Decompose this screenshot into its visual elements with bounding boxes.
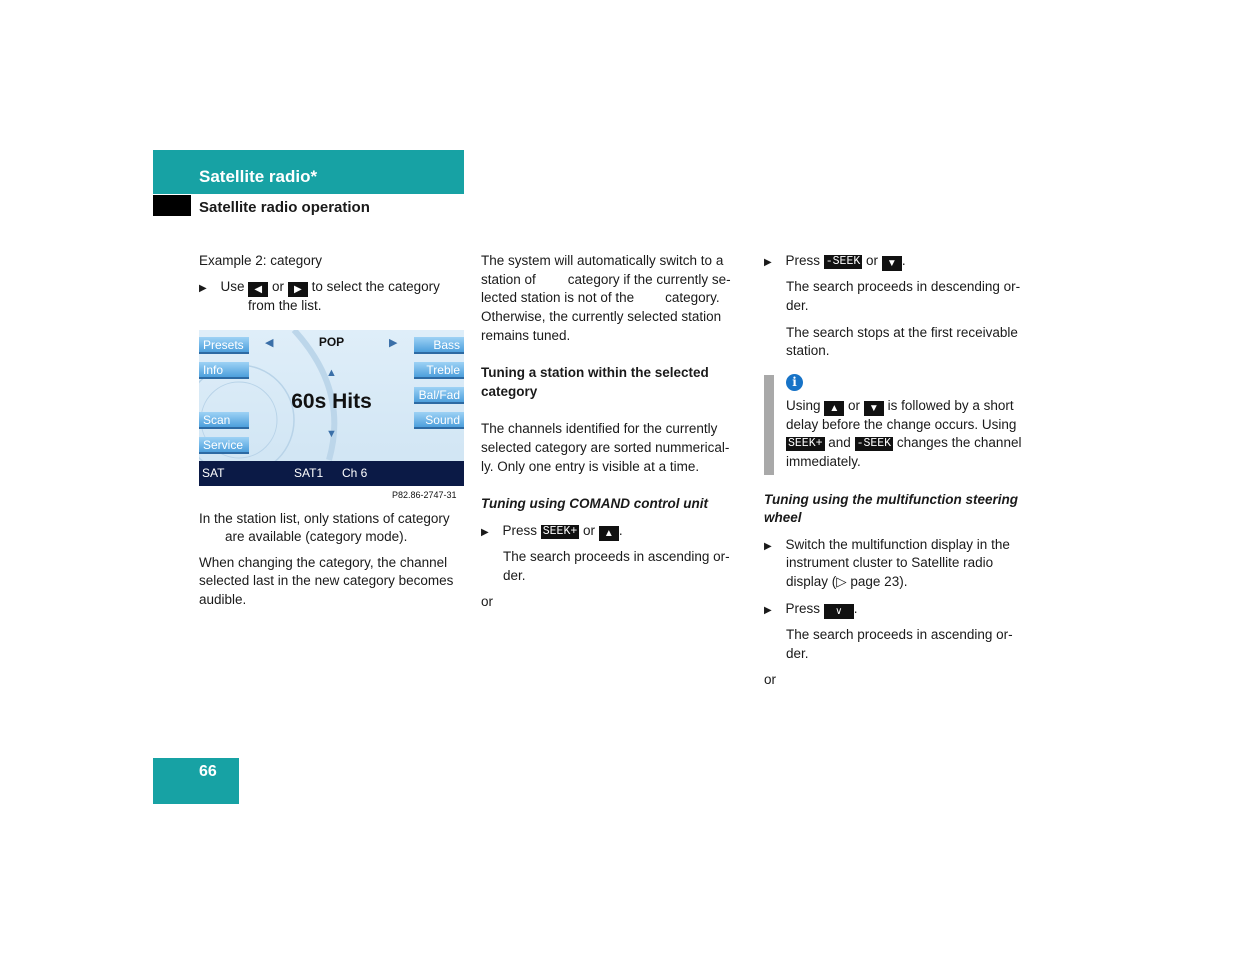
bullet-icon: ▶ [764,605,772,616]
bullet-press-seek-plus: ▶ Press SEEK+ or ▲ . [481,523,623,539]
heading-steering-wheel-1: Tuning using the multifunction steering [764,492,1018,507]
right-arrow-key-icon: ▶ [288,282,308,297]
auto-switch-text-3: lected station is not of the category. [481,290,720,305]
wheel-ascending-text-1: The search proceeds in ascending or- [786,627,1013,642]
ascending-text-1: The search proceeds in ascending or- [503,549,730,564]
change-category-text-1: When changing the category, the channel [199,555,448,570]
info-text-1: Using ▲ or ▼ is followed by a short [786,398,1014,414]
seek-minus-key-icon: -SEEK [856,437,892,450]
bass-button: Bass [414,337,464,354]
display-status-bar [199,461,464,486]
category-right-arrow-icon: ▶ [389,337,398,349]
category-left-arrow-icon: ◀ [265,337,274,349]
down-arrow-key-icon: ▼ [882,256,902,271]
heading-steering-wheel-2: wheel [764,510,802,525]
auto-switch-text-4: Otherwise, the currently selected station [481,309,722,324]
treble-button: Treble [414,362,464,379]
bullet-icon: ▶ [764,257,772,268]
bullet-press-seek-minus: ▶ Press -SEEK or ▼ . [764,253,906,269]
stops-text-1: The search stops at the first receivable [786,325,1018,340]
chapter-title: Satellite radio* [199,167,318,186]
descending-text-1: The search proceeds in descending or- [786,279,1021,294]
auto-switch-text-5: remains tuned. [481,328,571,343]
switch-display-text-2: instrument cluster to Satellite radio [786,555,994,570]
info-button: Info [199,362,249,379]
seek-plus-key-icon: SEEK+ [788,437,823,450]
auto-switch-text-2: station of category if the currently se- [481,272,731,287]
section-title: Satellite radio operation [199,199,370,216]
descending-text-2: der. [786,298,809,313]
seek-minus-key-icon: -SEEK [825,255,861,268]
status-channel: Ch 6 [342,466,368,480]
stops-text-2: station. [786,343,830,358]
heading-tuning-within-category-2: category [481,384,538,399]
info-text-3: SEEK+ and -SEEK changes the channel [788,435,1022,450]
change-category-text-3: audible. [199,592,247,607]
heading-comand-control: Tuning using COMAND control unit [481,496,708,511]
or-text: or [764,672,777,687]
station-down-arrow-icon: ▼ [326,428,337,440]
status-band: SAT1 [294,466,324,480]
station-list-text-1: In the station list, only stations of category [199,511,450,526]
example-title: Example 2: category [199,253,323,268]
bullet-select-category-cont: from the list. [248,298,322,313]
status-source: SAT [202,466,225,480]
steering-wheel-down-key-icon: ∨ [824,604,854,619]
radio-display-screenshot [199,330,464,486]
up-arrow-key-icon: ▲ [599,526,619,541]
service-button: Service [199,437,249,454]
station-up-arrow-icon: ▲ [326,367,337,379]
bullet-switch-display: ▶ Switch the multifunction display in the [764,537,1010,552]
page-number: 66 [199,763,217,780]
display-station-name: 60s Hits [291,390,372,413]
bullet-select-category: ▶ Use ◀ or ▶ to select the category [199,279,440,295]
left-arrow-key-icon: ◀ [248,282,268,297]
bal-fad-button: Bal/Fad [414,387,464,404]
presets-button: Presets [199,337,249,354]
section-marker [153,195,191,216]
info-text-4: immediately. [786,454,861,469]
bullet-icon: ▶ [481,527,489,538]
heading-tuning-within-category-1: Tuning a station within the selected [481,365,709,380]
wheel-ascending-text-2: der. [786,646,809,661]
bullet-icon: ▶ [199,283,207,294]
auto-switch-text-1: The system will automatically switch to a [481,253,724,268]
info-box-bar [764,375,774,475]
channels-text-3: ly. Only one entry is visible at a time. [481,459,700,474]
scan-button: Scan [199,412,249,429]
station-list-text-2: are available (category mode). [225,529,408,544]
change-category-text-2: selected last in the new category becomes [199,573,454,588]
info-text-2: delay before the change occurs. Using [786,417,1017,432]
up-arrow-key-icon: ▲ [824,401,844,416]
switch-display-text-3: display (▷ page 23). [786,574,908,589]
sound-button: Sound [414,412,464,429]
display-category: POP [318,335,345,349]
info-icon: i [786,374,803,391]
or-text: or [481,594,494,609]
channels-text-1: The channels identified for the currently [481,421,718,436]
figure-caption: P82.86-2747-31 [392,490,457,500]
ascending-text-2: der. [503,568,526,583]
channels-text-2: selected category are sorted nummerical- [481,440,730,455]
bullet-press-wheel: ▶ Press ∨ . [764,601,858,617]
seek-plus-key-icon: SEEK+ [542,525,578,538]
down-arrow-key-icon: ▼ [864,401,884,416]
page-number-box [153,758,239,804]
bullet-icon: ▶ [764,541,772,552]
